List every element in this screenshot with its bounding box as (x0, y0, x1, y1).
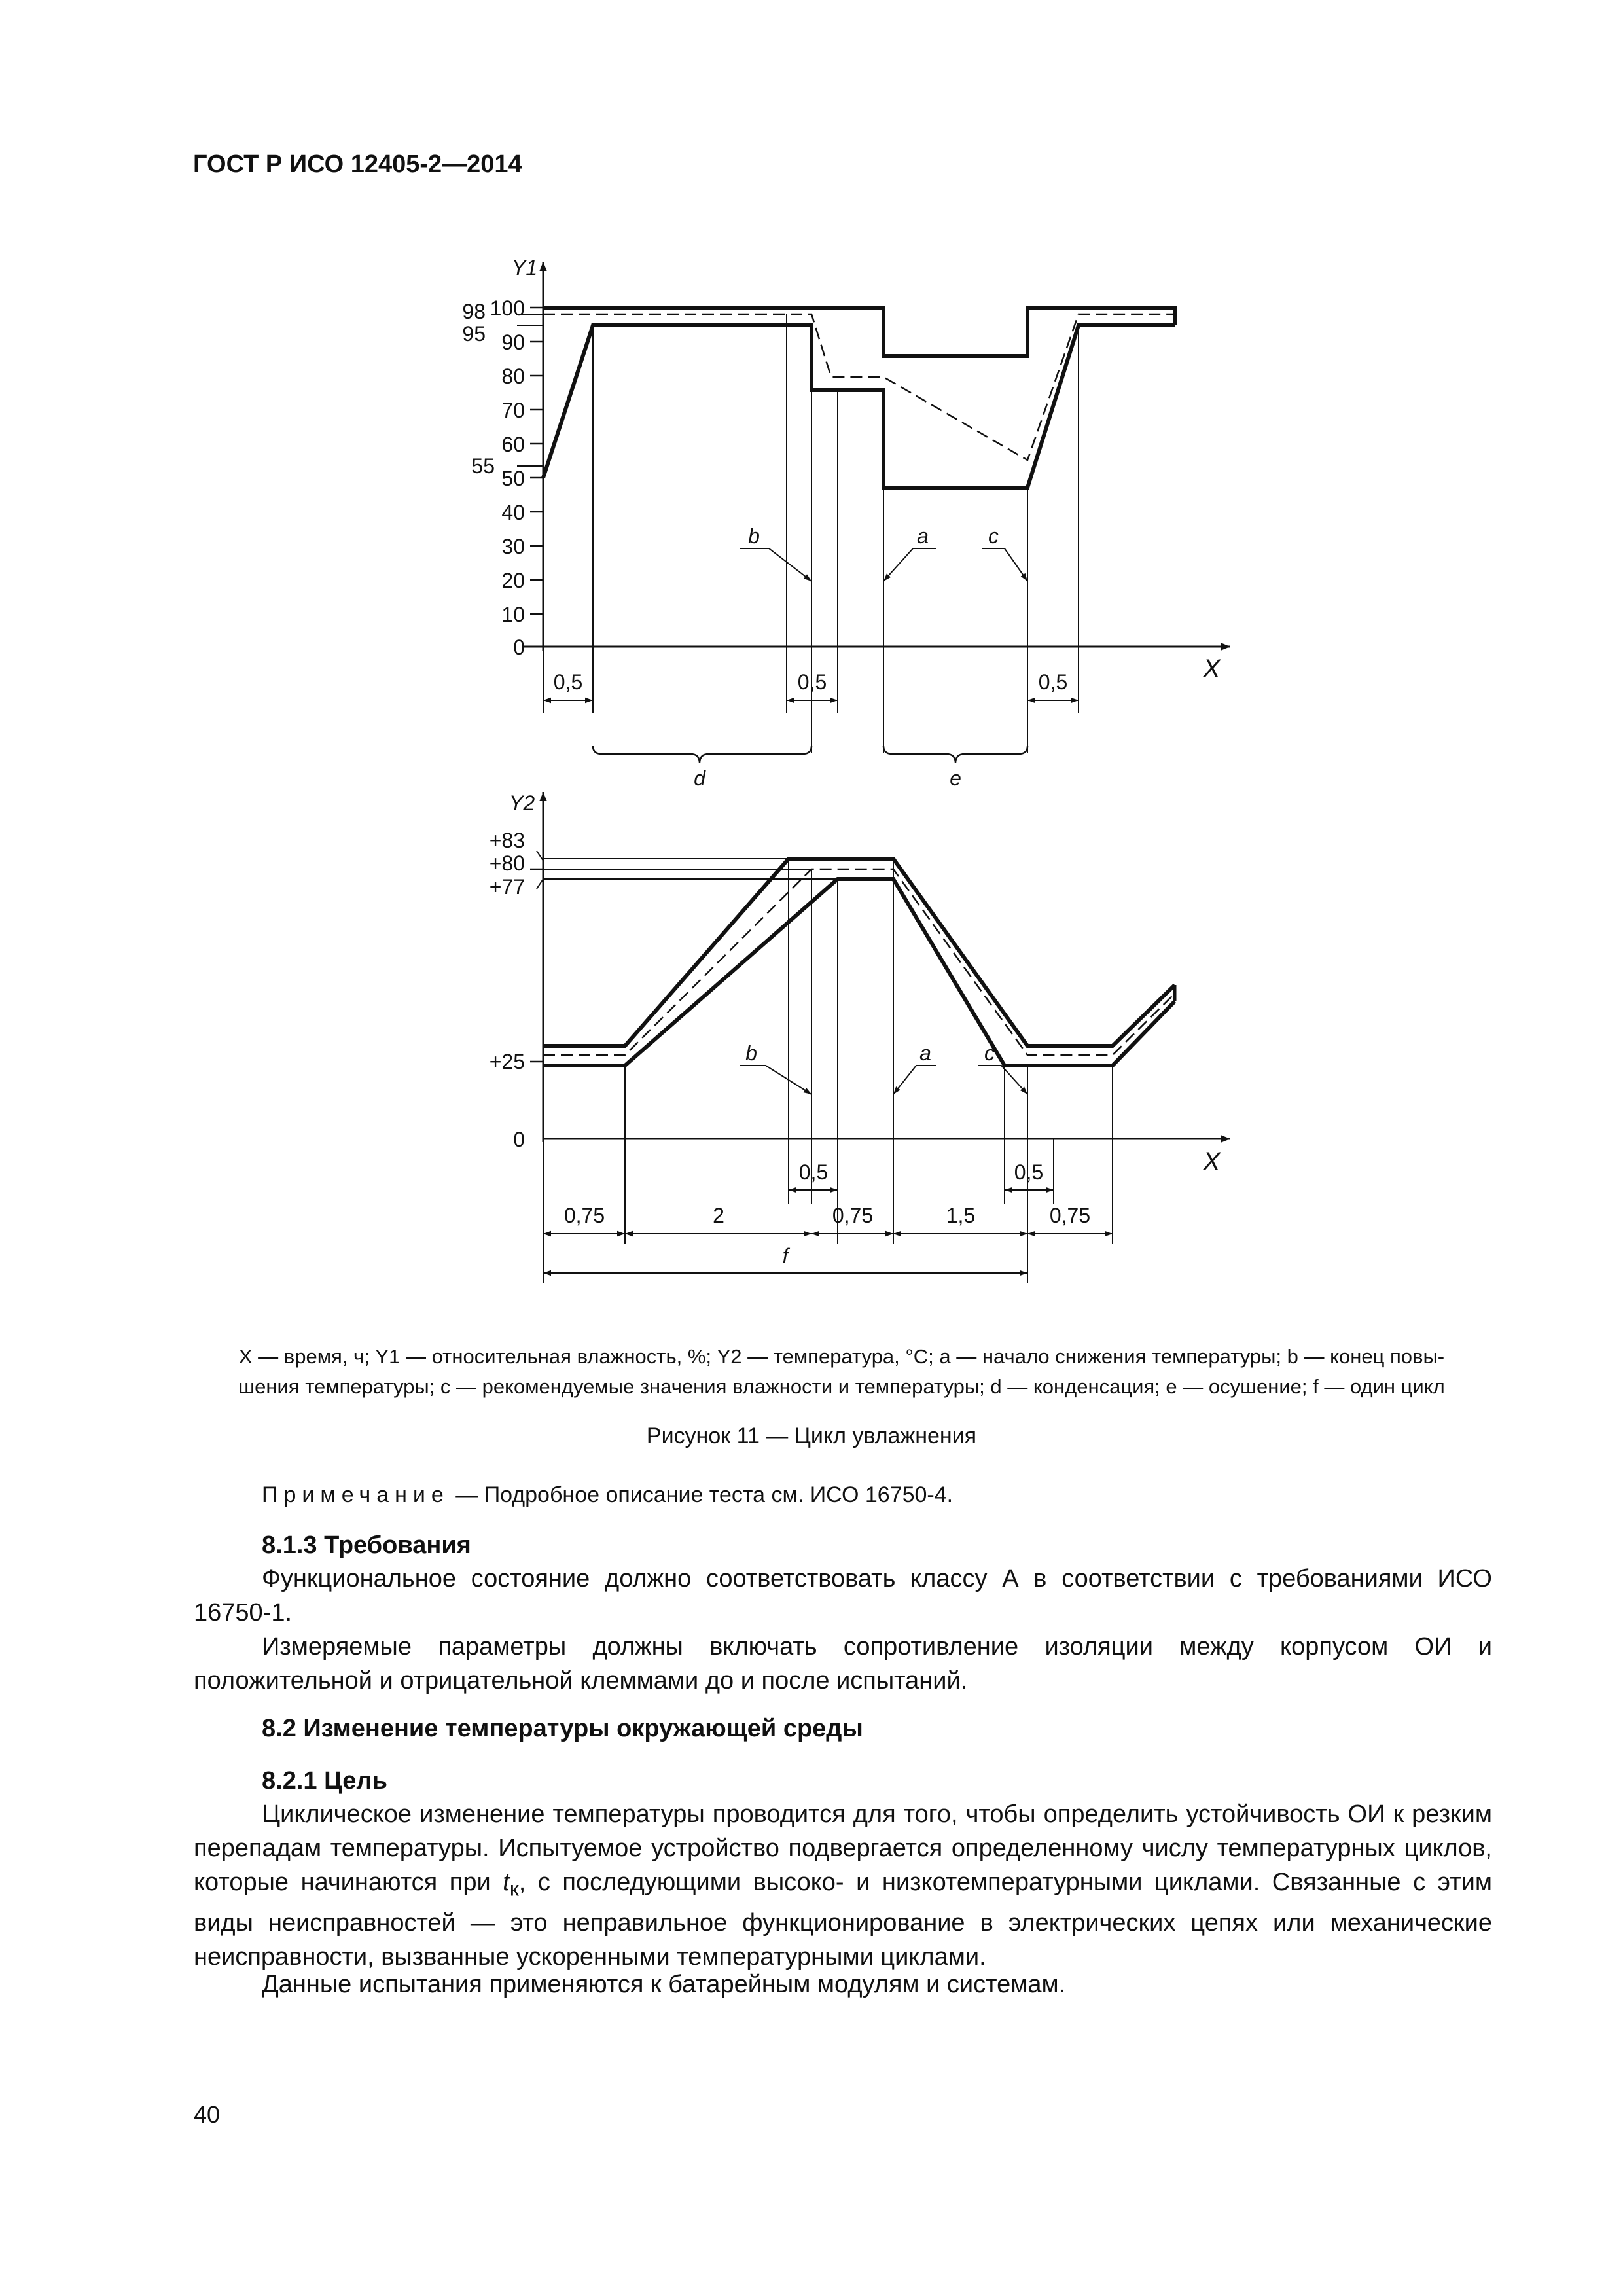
figure-legend (194, 1342, 1489, 1402)
dim-top-1: 0,5 (553, 670, 583, 694)
dim-top-2: 0,5 (797, 670, 827, 694)
t-k-subscript: к (509, 1876, 519, 1901)
svg-text:80: 80 (501, 365, 525, 388)
figure-legend-line2: шения температуры; c — рекомендуемые значения влажности и температуры; d — конденсация; e — осушение; f — один цикл (238, 1375, 1445, 1398)
marker-c-leader (982, 548, 1027, 581)
marker-b-leader (740, 548, 812, 581)
marker-a-label-top: a (917, 524, 929, 548)
humidity-lower-line (543, 325, 1175, 488)
dim-bottom-075-c: 0,75 (1049, 1204, 1091, 1227)
marker-b-label-bottom: b (745, 1041, 757, 1065)
section-8-1-3-paragraph-1: Функциональное состояние должно соответствовать классу А в соответствии с требованиями ИСО 16750-1. (194, 1565, 1492, 1626)
dim-bottom-075-b: 0,75 (832, 1204, 874, 1227)
section-8-2-title: 8.2 Изменение температуры окружающей среды (262, 1715, 863, 1742)
y2-ticks (530, 869, 543, 1062)
svg-text:0: 0 (513, 636, 525, 659)
section-8-1-3-paragraph-2: Измеряемые параметры должны включать сопротивление изоляции между корпусом ОИ и положительной и отрицательной клеммами до и после испытаний. (194, 1633, 1492, 1695)
dim-bottom-15: 1,5 (946, 1204, 976, 1227)
dim-bottom-05-b: 0,5 (1014, 1160, 1044, 1184)
svg-text:100: 100 (490, 296, 525, 320)
svg-text:40: 40 (501, 501, 525, 524)
label-95: 95 (462, 322, 486, 346)
top-chart-labels (462, 256, 1221, 790)
t-k-symbol: t (503, 1869, 510, 1896)
note-text: — Подробное описание теста см. ИСО 16750-4. (449, 1482, 954, 1507)
marker-b-leader-bottom (740, 1066, 812, 1094)
temperature-nominal-line (543, 869, 1175, 1055)
marker-c-label-bottom: c (984, 1041, 995, 1065)
dim-top-3: 0,5 (1038, 670, 1068, 694)
section-8-2-1-title: 8.2.1 Цель (262, 1767, 387, 1795)
x-axis-label-top: X (1203, 655, 1221, 683)
svg-text:+83: +83 (489, 829, 525, 852)
dim-bottom-05-a: 0,5 (798, 1160, 829, 1184)
x-axis-label-bottom: X (1203, 1147, 1221, 1176)
top-chart (517, 262, 1230, 763)
bottom-chart-labels (490, 791, 1221, 1268)
y2-axis-label: Y2 (509, 791, 535, 815)
svg-text:90: 90 (501, 331, 525, 354)
label-98: 98 (462, 300, 486, 323)
marker-b-label-top: b (748, 524, 760, 548)
temperature-lower-line (543, 879, 1175, 1066)
svg-text:10: 10 (501, 603, 525, 626)
marker-c-label-top: c (988, 524, 999, 548)
humidity-nominal-line (543, 314, 1175, 460)
svg-text:+80: +80 (489, 852, 525, 875)
brace-d (593, 746, 812, 763)
dim-bottom-2: 2 (713, 1204, 724, 1227)
svg-text:+77: +77 (489, 875, 525, 899)
note-label: Примечание (262, 1482, 450, 1507)
note (262, 1482, 953, 1508)
bottom-extension-lines (543, 859, 1113, 1283)
brace-e-label: e (950, 766, 961, 790)
marker-c-leader-bottom (978, 1066, 1027, 1094)
y1-axis-label: Y1 (512, 256, 538, 279)
temperature-upper-line (543, 859, 1175, 1046)
svg-text:50: 50 (501, 467, 525, 490)
section-8-2-1-paragraph-1: Циклическое изменение температуры проводится для того, чтобы определить устойчивость ОИ к резким перепадам температуры. Испытуемое устройство подвергается определенному числу температурных циклов, которые начинаются при $t_к$, с последующими высоко- и низкотемпературными циклами. Связанные с этим виды неисправностей — это неправильное функционирование в электрических цепях или механические неисправности, вызванные ускоренными температурными циклами. (194, 1801, 1492, 1971)
y1-tick-labels (490, 296, 525, 659)
y1-ticks (530, 308, 543, 647)
document-id: ГОСТ Р ИСО 12405-2—2014 (193, 151, 522, 178)
svg-text:60: 60 (501, 433, 525, 456)
dim-bottom-075-a: 0,75 (563, 1204, 605, 1227)
marker-a-leader (883, 548, 936, 581)
label-55: 55 (471, 454, 495, 478)
page-number: 40 (194, 2101, 221, 2128)
figure-title: Рисунок 11 — Цикл увлажнения (646, 1424, 977, 1448)
svg-text:0: 0 (513, 1128, 525, 1151)
svg-text:20: 20 (501, 569, 525, 592)
svg-text:+25: +25 (489, 1050, 525, 1073)
bottom-chart (530, 792, 1230, 1283)
brace-d-label: d (694, 766, 705, 790)
cycle-label-f: f (782, 1244, 789, 1268)
section-8-1-3-title: 8.1.3 Требования (262, 1532, 471, 1559)
brace-e (883, 746, 1027, 763)
svg-text:30: 30 (501, 535, 525, 558)
section-8-2-1-paragraph-2: Данные испытания применяются к батарейным модулям и системам. (262, 1971, 1066, 1998)
figure-legend-line1: X — время, ч; Y1 — относительная влажность, %; Y2 — температура, °C; a — начало снижения температуры; b — конец повы- (238, 1345, 1445, 1368)
svg-text:70: 70 (501, 399, 525, 422)
marker-a-label-bottom: a (919, 1041, 931, 1065)
marker-a-leader-bottom (893, 1066, 936, 1094)
